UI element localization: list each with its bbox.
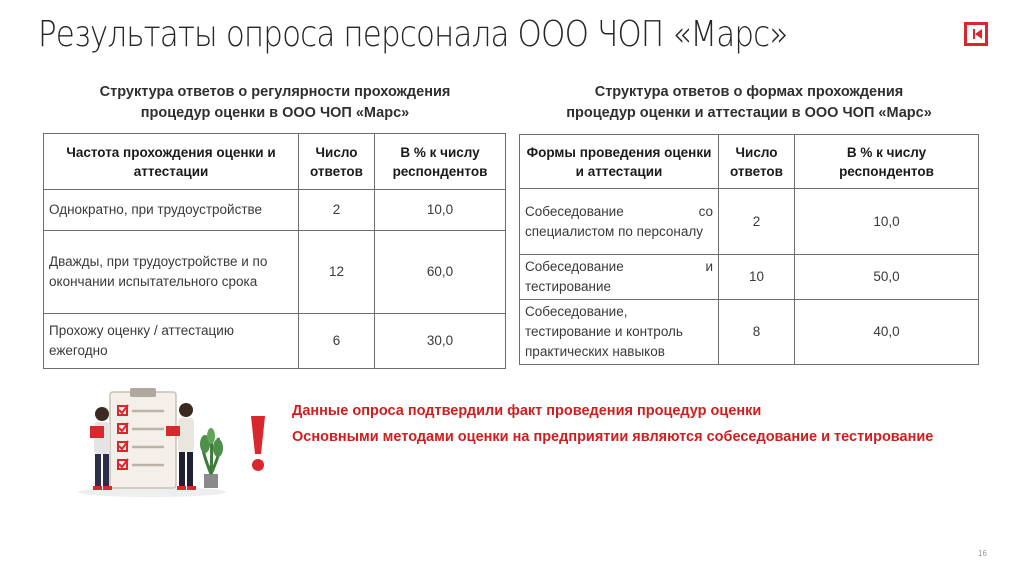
arrow-triangle: [975, 29, 982, 39]
left-caption-line2: процедур оценки в ООО ЧОП «Марс»: [140, 105, 410, 121]
table-row: [44, 190, 506, 231]
conclusions: [292, 402, 972, 454]
survey-illustration-icon: [72, 386, 228, 498]
table-row: [520, 300, 979, 365]
row-percent: 10,0: [795, 189, 979, 255]
row-count: 2: [719, 189, 795, 255]
row-percent: 60,0: [375, 231, 506, 314]
conclusion-item: Данные опроса подтвердили факт проведения процедур оценки: [292, 403, 762, 419]
right-caption-line2: процедур оценки и аттестации в ООО ЧОП «Марс»: [566, 105, 932, 121]
row-label: Дважды, при трудоустройстве и по окончании испытательного срока: [44, 231, 299, 314]
header-forms: Формы проведения оценки и аттестации: [520, 135, 719, 189]
header-count: Число ответов: [299, 134, 375, 190]
exclamation-icon: [242, 414, 274, 474]
row-label: Собеседование и тестирование: [520, 255, 719, 300]
conclusion-item: Основными методами оценки на предприятии являются собеседование и тестирование: [292, 429, 934, 445]
right-table: [519, 134, 979, 365]
table-row: [520, 189, 979, 255]
header-frequency: Частота прохождения оценки и аттестации: [44, 134, 299, 190]
left-table: [43, 133, 506, 369]
table-header-row: [44, 134, 506, 190]
header-count: Число ответов: [719, 135, 795, 189]
table-row: [520, 255, 979, 300]
row-percent: 40,0: [795, 300, 979, 365]
row-percent: 50,0: [795, 255, 979, 300]
row-label: Собеседование со специалистом по персоналу: [520, 189, 719, 255]
back-arrow-icon[interactable]: [964, 22, 988, 46]
row-count: 12: [299, 231, 375, 314]
table-row: [44, 314, 506, 369]
row-percent: 10,0: [375, 190, 506, 231]
row-count: 10: [719, 255, 795, 300]
row-percent: 30,0: [375, 314, 506, 369]
row-count: 8: [719, 300, 795, 365]
table-header-row: [520, 135, 979, 189]
page-number: 16: [978, 549, 987, 558]
right-table-caption: [514, 82, 984, 124]
header-percent: В % к числу респондентов: [795, 135, 979, 189]
row-count: 2: [299, 190, 375, 231]
row-count: 6: [299, 314, 375, 369]
arrow-bar: [973, 29, 975, 39]
right-caption-line1: Структура ответов о формах прохождения: [594, 84, 904, 100]
row-label: Прохожу оценку / аттестацию ежегодно: [44, 314, 299, 369]
table-row: [44, 231, 506, 314]
row-label: Собеседование, тестирование и контроль практических навыков: [520, 300, 719, 365]
left-caption-line1: Структура ответов о регулярности прохождения: [99, 84, 451, 100]
row-label: Однократно, при трудоустройстве: [44, 190, 299, 231]
header-percent: В % к числу респондентов: [375, 134, 506, 190]
page-title: Результаты опроса персонала ООО ЧОП «Марс»: [38, 14, 788, 55]
left-table-caption: [40, 82, 510, 124]
